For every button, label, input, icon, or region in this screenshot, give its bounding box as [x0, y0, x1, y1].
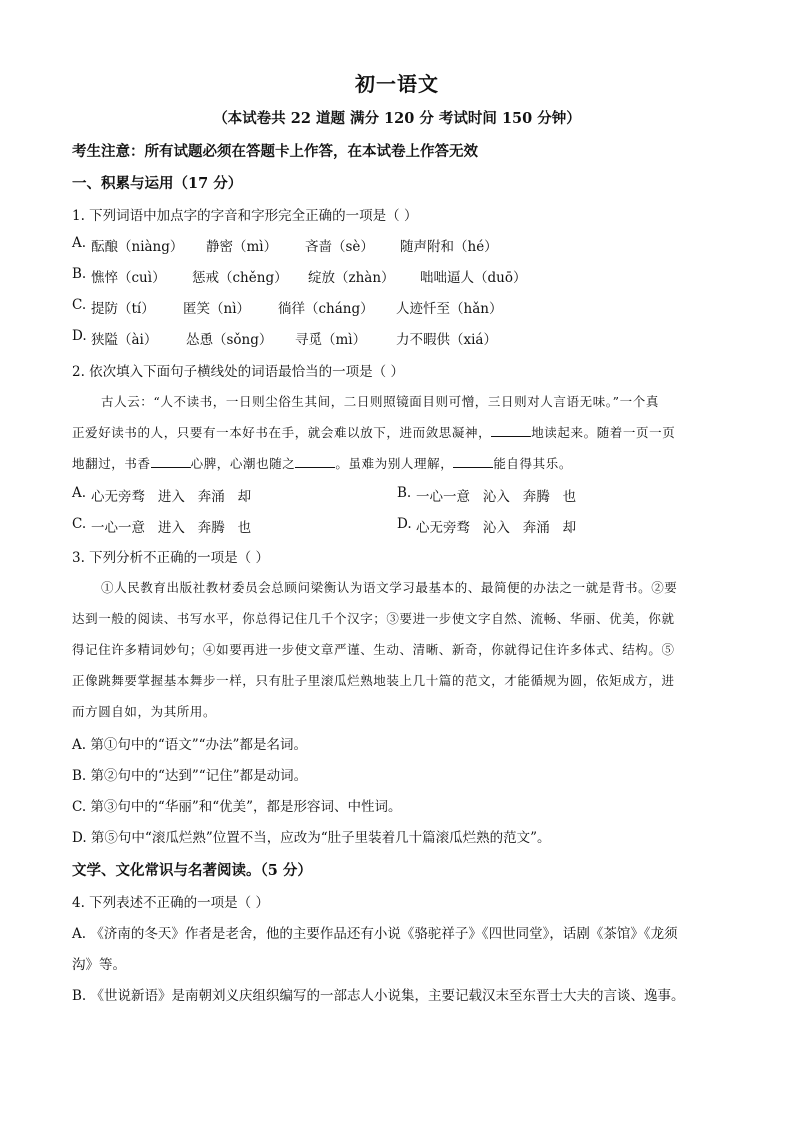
- q2-option-b-label: B.: [397, 485, 412, 501]
- q2-stem: 2. 依次填入下面句子横线处的词语最恰当的一项是（ ）: [72, 364, 404, 380]
- q2-passage-line: [72, 454, 572, 472]
- q1-option-a-word: 吝啬（sè）: [305, 239, 374, 255]
- q1-option-a-word: 随声附和（hé）: [400, 239, 498, 255]
- q1-stem: 1. 下列词语中加点字的字音和字形完全正确的一项是（ ）: [72, 208, 418, 224]
- q2-option-d-label: D.: [397, 516, 412, 532]
- passage-text: 能自得其乐。: [493, 456, 572, 471]
- q1-option-a-word: 静密（mì）: [206, 239, 278, 255]
- q1-option-c-label: C.: [72, 297, 87, 313]
- q1-option-d-word: 狭隘（ài）: [91, 332, 158, 348]
- q3-stem: 3. 下列分析不正确的一项是（ ）: [72, 550, 269, 566]
- q3-passage-line: 得记住许多精词妙句；④如要再进一步使文章严谨、生动、清晰、新奇，你就得记住许多体式、结构。⑤: [72, 642, 675, 657]
- q2-option-c-label: C.: [72, 516, 87, 532]
- q3-option-c: C. 第③句中的“华丽”和“优美”，都是形容词、中性词。: [72, 799, 402, 815]
- q3-option-b: B. 第②句中的“达到”“记住”都是动词。: [72, 768, 308, 784]
- q1-option-b-word: 惩戒（chěng）: [192, 270, 288, 286]
- q3-passage-line: 正像跳舞要掌握基本舞步一样，只有肚子里滚瓜烂熟地装上几十篇的范文，才能循规为圆，依矩成方，进: [72, 673, 675, 688]
- q4-option-a: A. 《济南的冬天》作者是老舍，他的主要作品还有小说《骆驼祥子》《四世同堂》，话剧《茶馆》《龙须: [72, 926, 678, 942]
- q3-option-d: D. 第⑤句中“滚瓜烂熟”位置不当，应改为“肚子里装着几十篇滚瓜烂熟的范文”。: [72, 830, 551, 846]
- passage-text: 古人云：“人不读书，一日则尘俗生其间，二日则照镜面目则可憎，三日则对人言语无味。”一个真: [101, 394, 659, 409]
- fill-blank: [491, 426, 531, 437]
- q1-option-a-label: A.: [72, 235, 87, 251]
- q1-option-c-word: 提防（tí）: [91, 301, 155, 317]
- passage-text: 心脾，心潮也随之: [190, 456, 296, 471]
- q3-passage-line: 而方圆自如，为其所用。: [72, 704, 217, 719]
- section-1-title: 一、积累与运用（17 分）: [72, 175, 243, 192]
- q4-option-a-continued: 沟》等。: [72, 957, 126, 973]
- q1-option-d-label: D.: [72, 328, 87, 344]
- q2-option-a-label: A.: [72, 485, 87, 501]
- fill-blank: [295, 457, 335, 468]
- fill-blank: [453, 457, 493, 468]
- q2-option-c-text: 一心一意 进入 奔腾 也: [91, 520, 252, 536]
- passage-text: 地翻过，书香: [72, 456, 151, 471]
- q1-option-a-word: 酝酿（niàng）: [91, 239, 184, 255]
- q1-option-c-word: 徜徉（cháng）: [278, 301, 374, 317]
- exam-subtitle: （本试卷共 22 道题 满分 120 分 考试时间 150 分钟）: [213, 110, 581, 127]
- q4-option-b: B. 《世说新语》是南朝刘义庆组织编写的一部志人小说集，主要记载汉末至东晋士大夫的言谈、逸事。: [72, 988, 685, 1004]
- exam-notice: 考生注意：所有试题必须在答题卡上作答，在本试卷上作答无效: [72, 143, 478, 160]
- q1-option-d-word: 力不暇供（xiá）: [396, 332, 497, 348]
- q2-passage-line: [72, 423, 675, 441]
- q1-option-d-word: 寻觅（mì）: [295, 332, 367, 348]
- q2-option-a-text: 心无旁骛 进入 奔涌 却: [91, 489, 252, 505]
- q1-option-b-label: B.: [72, 266, 87, 282]
- q3-option-a: A. 第①句中的“语文”“办法”都是名词。: [72, 737, 307, 753]
- q4-stem: 4. 下列表述不正确的一项是（ ）: [72, 895, 269, 911]
- q1-option-c-word: 匿笑（nì）: [183, 301, 251, 317]
- passage-text: 地读起来。随着一页一页: [531, 425, 676, 440]
- q1-option-b-word: 憔悴（cuì）: [91, 270, 166, 286]
- q2-passage-line: [101, 392, 659, 410]
- q2-option-b-text: 一心一意 沁入 奔腾 也: [416, 489, 577, 505]
- section-2-title: 文学、文化常识与名著阅读。（5 分）: [72, 862, 312, 879]
- q1-option-c-word: 人迹忏至（hǎn）: [396, 301, 503, 317]
- q1-option-d-word: 怂恿（sǒng）: [186, 332, 273, 348]
- page-title: 初一语文: [355, 72, 439, 96]
- fill-blank: [151, 457, 191, 468]
- passage-text: 。虽难为别人理解，: [335, 456, 454, 471]
- q2-option-d-text: 心无旁骛 沁入 奔涌 却: [416, 520, 577, 536]
- q3-passage-line: ①人民教育出版社教材委员会总顾问梁衡认为语文学习最基本的、最简便的办法之一就是背书。②要: [101, 580, 678, 595]
- q1-option-b-word: 咄咄逼人（duō）: [420, 270, 527, 286]
- passage-text: 正爱好读书的人，只要有一本好书在手，就会难以放下，进而敛思凝神，: [72, 425, 492, 440]
- q3-passage-line: 达到一般的阅读、书写水平，你总得记住几千个汉字；③要进一步使文字自然、流畅、华丽、优美，你就: [72, 611, 675, 626]
- q1-option-b-word: 绽放（zhàn）: [308, 270, 395, 286]
